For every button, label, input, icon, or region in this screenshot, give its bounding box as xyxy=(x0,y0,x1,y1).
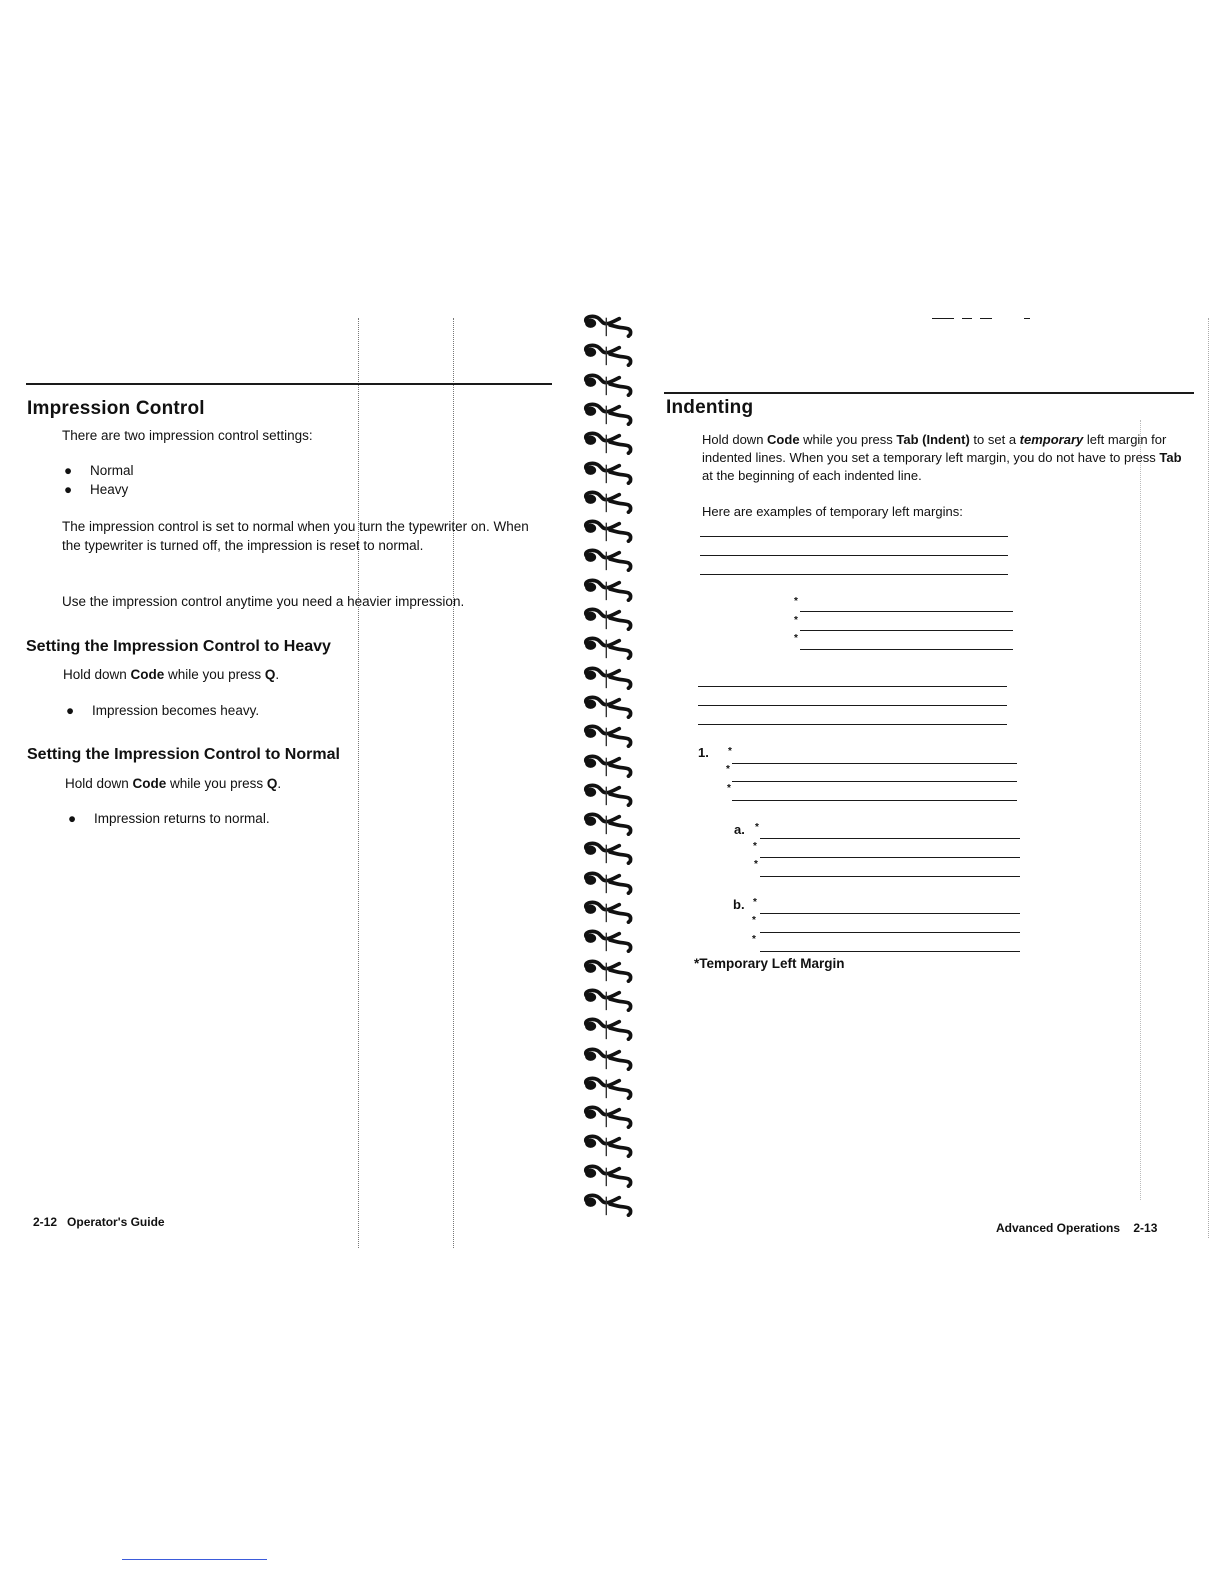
right-footer xyxy=(996,1221,1157,1235)
code-key: Code xyxy=(130,667,165,682)
temporary-margin-star: * xyxy=(794,633,798,644)
bullet-icon: ● xyxy=(64,482,73,497)
spiral-coil xyxy=(580,783,640,807)
tab-key: Tab xyxy=(1159,450,1182,465)
scan-guide-line xyxy=(453,318,454,1248)
left-footer xyxy=(33,1215,165,1229)
spiral-coil xyxy=(580,578,640,602)
spiral-coil xyxy=(580,490,640,514)
spiral-coil xyxy=(580,314,640,338)
right-top-rule xyxy=(664,392,1194,394)
spiral-coil xyxy=(580,724,640,748)
q-key: Q xyxy=(266,776,278,791)
spiral-coil xyxy=(580,1193,640,1217)
example-line xyxy=(800,611,1013,612)
example-line xyxy=(732,763,1017,764)
left-top-rule xyxy=(26,383,552,385)
example-line xyxy=(760,951,1020,952)
right-footer-title: Advanced Operations xyxy=(996,1221,1121,1235)
impression-control-heading: Impression Control xyxy=(27,398,205,419)
spiral-coil xyxy=(580,1017,640,1041)
code-key: Code xyxy=(132,776,167,791)
spiral-coil xyxy=(580,461,640,485)
normal-result: Impression returns to normal. xyxy=(94,811,270,826)
spiral-coil xyxy=(580,988,640,1012)
scan-guide-line xyxy=(358,318,359,1248)
example-line xyxy=(700,574,1008,575)
setting-heavy: Heavy xyxy=(90,482,129,497)
example-line xyxy=(760,913,1020,914)
left-footer-title: Operator's Guide xyxy=(67,1215,165,1229)
temporary-margin-star: * xyxy=(728,746,732,757)
list-marker-1: 1. xyxy=(698,745,709,760)
bullet-icon: ● xyxy=(64,463,73,478)
spiral-coil xyxy=(580,343,640,367)
heavy-instruction: Hold down Code while you press Q. xyxy=(63,667,280,682)
example-line xyxy=(698,724,1007,725)
scan-edge-line xyxy=(1208,318,1209,1238)
temporary-emphasis: temporary xyxy=(1019,432,1084,447)
examples-intro: Here are examples of temporary left margins: xyxy=(702,504,963,519)
spiral-coil xyxy=(580,636,640,660)
impression-para-1: The impression control is set to normal when you turn the typewriter on. When the typewriter is turned off, the impression is reset to normal. xyxy=(62,519,529,553)
bottom-blue-line xyxy=(122,1559,267,1560)
heavy-section-title: Setting the Impression Control to Heavy xyxy=(26,638,331,655)
spiral-coil xyxy=(580,1134,640,1158)
right-page-number: 2-13 xyxy=(1133,1221,1158,1235)
temporary-margin-star: * xyxy=(726,764,730,775)
left-page-number: 2-12 xyxy=(33,1215,58,1229)
temporary-margin-note: *Temporary Left Margin xyxy=(694,956,845,971)
spiral-coil xyxy=(580,900,640,924)
spiral-coil xyxy=(580,959,640,983)
bullet-icon: ● xyxy=(66,703,75,718)
example-line xyxy=(760,838,1020,839)
top-scan-marks xyxy=(932,318,1032,321)
impression-intro: There are two impression control settings: xyxy=(62,428,313,443)
temporary-margin-star: * xyxy=(755,822,759,833)
spiral-coil xyxy=(580,812,640,836)
bullet-icon: ● xyxy=(68,811,77,826)
example-line xyxy=(698,686,1007,687)
temporary-margin-star: * xyxy=(752,934,756,945)
spiral-coil xyxy=(580,1105,640,1129)
temporary-margin-star: * xyxy=(752,915,756,926)
spiral-coil xyxy=(580,695,640,719)
spiral-coil xyxy=(580,548,640,572)
spiral-coil xyxy=(580,431,640,455)
temporary-margin-star: * xyxy=(754,859,758,870)
q-key: Q xyxy=(264,667,276,682)
spiral-coil xyxy=(580,607,640,631)
spiral-coil xyxy=(580,871,640,895)
spiral-coil xyxy=(580,1047,640,1071)
scan-guide-line xyxy=(1140,420,1141,1200)
heavy-result: Impression becomes heavy. xyxy=(92,703,260,718)
temporary-margin-star: * xyxy=(727,783,731,794)
example-line xyxy=(800,630,1013,631)
spiral-coil xyxy=(580,666,640,690)
impression-para-2: Use the impression control anytime you need a heavier impression. xyxy=(62,594,465,609)
example-line xyxy=(698,705,1007,706)
example-line xyxy=(800,649,1013,650)
setting-normal: Normal xyxy=(90,463,134,478)
code-key: Code xyxy=(767,432,800,447)
spiral-coil xyxy=(580,929,640,953)
example-line xyxy=(700,555,1008,556)
list-marker-b: b. xyxy=(733,897,745,912)
spiral-coil xyxy=(580,402,640,426)
spiral-coil xyxy=(580,1076,640,1100)
example-line xyxy=(760,876,1020,877)
spiral-coil xyxy=(580,373,640,397)
list-marker-a: a. xyxy=(734,822,745,837)
example-line xyxy=(700,536,1008,537)
spiral-coil xyxy=(580,841,640,865)
example-line xyxy=(760,857,1020,858)
normal-instruction: Hold down Code while you press Q. xyxy=(65,776,282,791)
spiral-coil xyxy=(580,1164,640,1188)
temporary-margin-star: * xyxy=(794,615,798,626)
spiral-coil xyxy=(580,519,640,543)
example-line xyxy=(760,932,1020,933)
indenting-heading: Indenting xyxy=(666,397,754,418)
temporary-margin-star: * xyxy=(794,596,798,607)
spiral-coil xyxy=(580,754,640,778)
normal-section-title: Setting the Impression Control to Normal xyxy=(27,746,340,763)
example-line xyxy=(732,781,1017,782)
example-line xyxy=(732,800,1017,801)
temporary-margin-star: * xyxy=(753,897,757,908)
tab-indent-key: Tab (Indent) xyxy=(896,432,970,447)
indenting-paragraph: Hold down Code while you press Tab (Indent) to set a temporary left margin for indented lines. When you set a temporary left margin, you do not have to press Tab at the beginning of each indented line. xyxy=(702,432,1182,483)
temporary-margin-star: * xyxy=(753,841,757,852)
